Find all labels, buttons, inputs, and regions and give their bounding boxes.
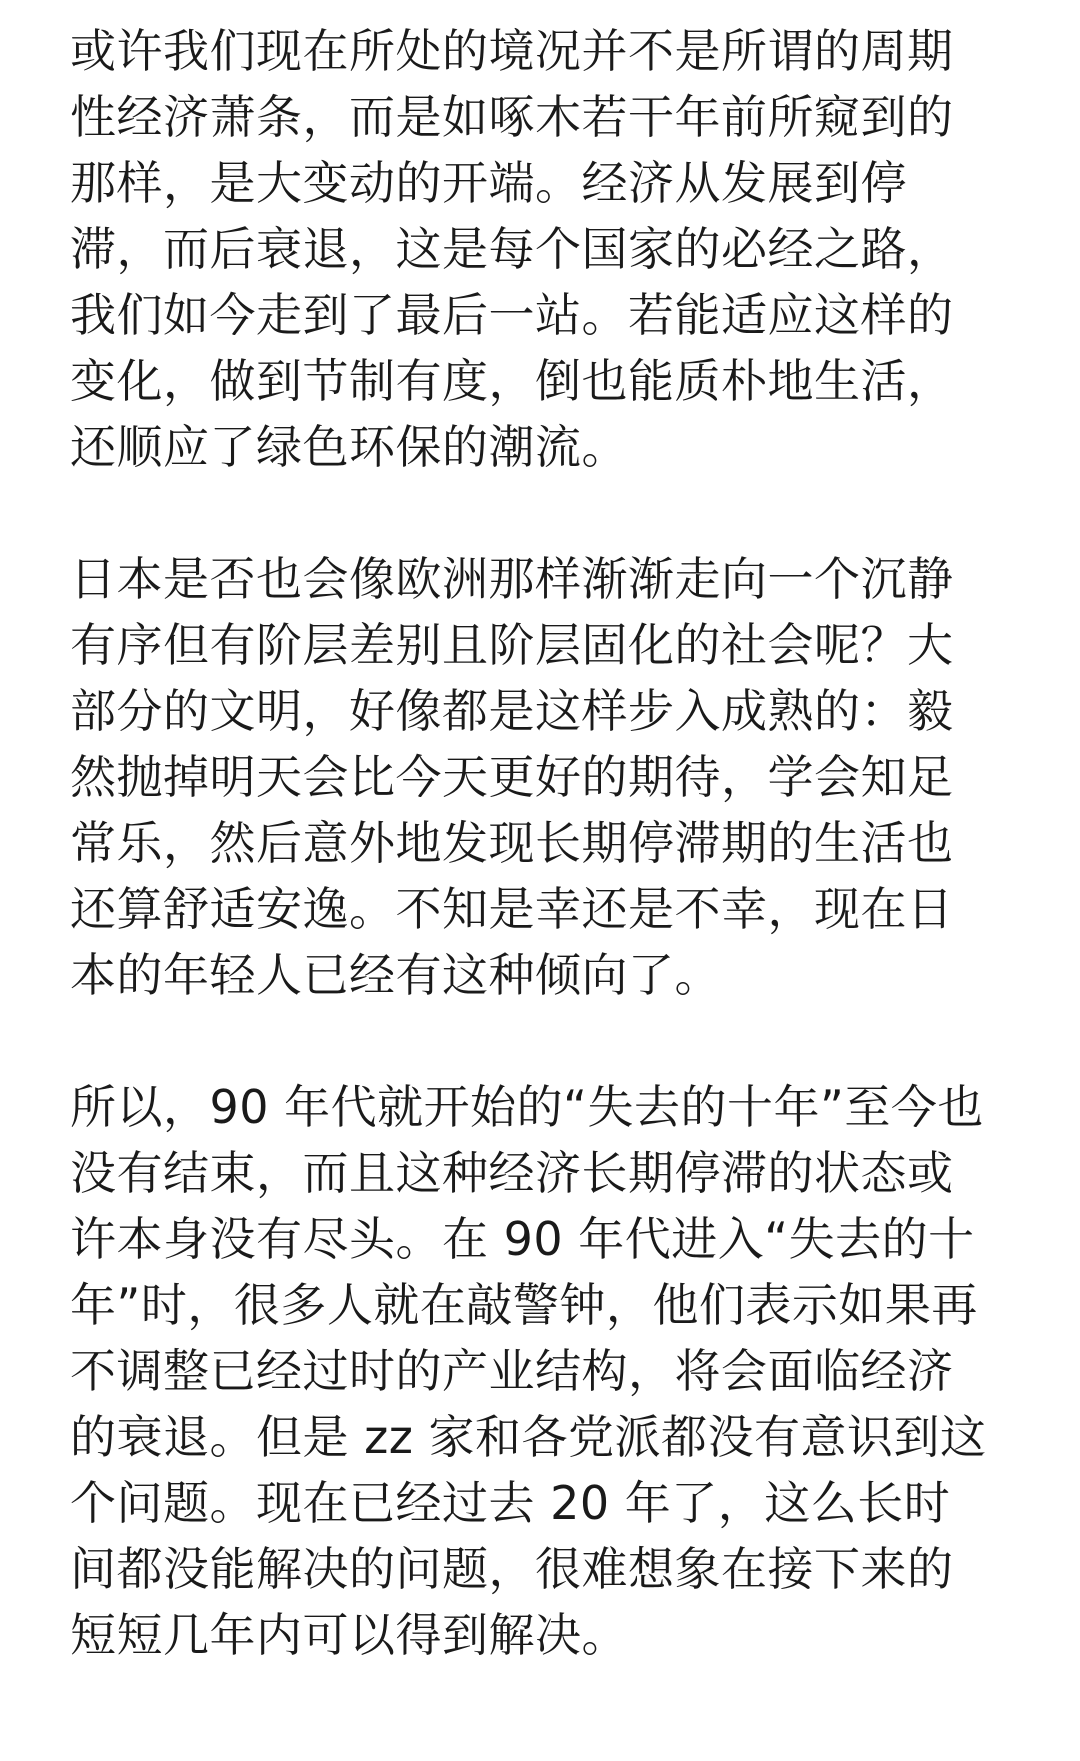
text-line: 还顺应了绿色环保的潮流。: [70, 420, 628, 474]
text-line: 短短几年内可以得到解决。: [70, 1608, 628, 1662]
text-line: 然抛掉明天会比今天更好的期待，学会知足: [70, 750, 954, 804]
text-line: 本的年轻人已经有这种倾向了。: [70, 948, 721, 1002]
text-line: 滞，而后衰退，这是每个国家的必经之路，: [70, 222, 954, 276]
text-line: 没有结束，而且这种经济长期停滞的状态或: [70, 1146, 954, 1200]
text-line: 变化，做到节制有度，倒也能质朴地生活，: [70, 354, 954, 408]
text-line: 不调整已经过时的产业结构，将会面临经济: [70, 1344, 954, 1398]
article-body: [70, 18, 1010, 1734]
text-line: 还算舒适安逸。不知是幸还是不幸，现在日: [70, 882, 954, 936]
text-line: 我们如今走到了最后一站。若能适应这样的: [70, 288, 954, 342]
text-line: 所以，90 年代就开始的“失去的十年”至今也: [70, 1080, 984, 1134]
text-line: 常乐，然后意外地发现长期停滞期的生活也: [70, 816, 954, 870]
text-line: 性经济萧条，而是如啄木若干年前所窥到的: [70, 90, 954, 144]
text-line: 许本身没有尽头。在 90 年代进入“失去的十: [70, 1212, 975, 1266]
text-line: 间都没能解决的问题，很难想象在接下来的: [70, 1542, 954, 1596]
text-line: 部分的文明，好像都是这样步入成熟的：毅: [70, 684, 954, 738]
text-line: 那样，是大变动的开端。经济从发展到停: [70, 156, 907, 210]
text-line: 日本是否也会像欧洲那样渐渐走向一个沉静: [70, 552, 954, 606]
paragraph-3: [70, 1074, 1010, 1668]
paragraph-1: [70, 18, 1010, 480]
paragraph-2: [70, 546, 1010, 1008]
text-line: 或许我们现在所处的境况并不是所谓的周期: [70, 24, 954, 78]
text-line: 年”时，很多人就在敲警钟，他们表示如果再: [70, 1278, 978, 1332]
text-line: 个问题。现在已经过去 20 年了，这么长时: [70, 1476, 951, 1530]
text-line: 的衰退。但是 zz 家和各党派都没有意识到这: [70, 1410, 987, 1464]
text-line: 有序但有阶层差别且阶层固化的社会呢？大: [70, 618, 954, 672]
